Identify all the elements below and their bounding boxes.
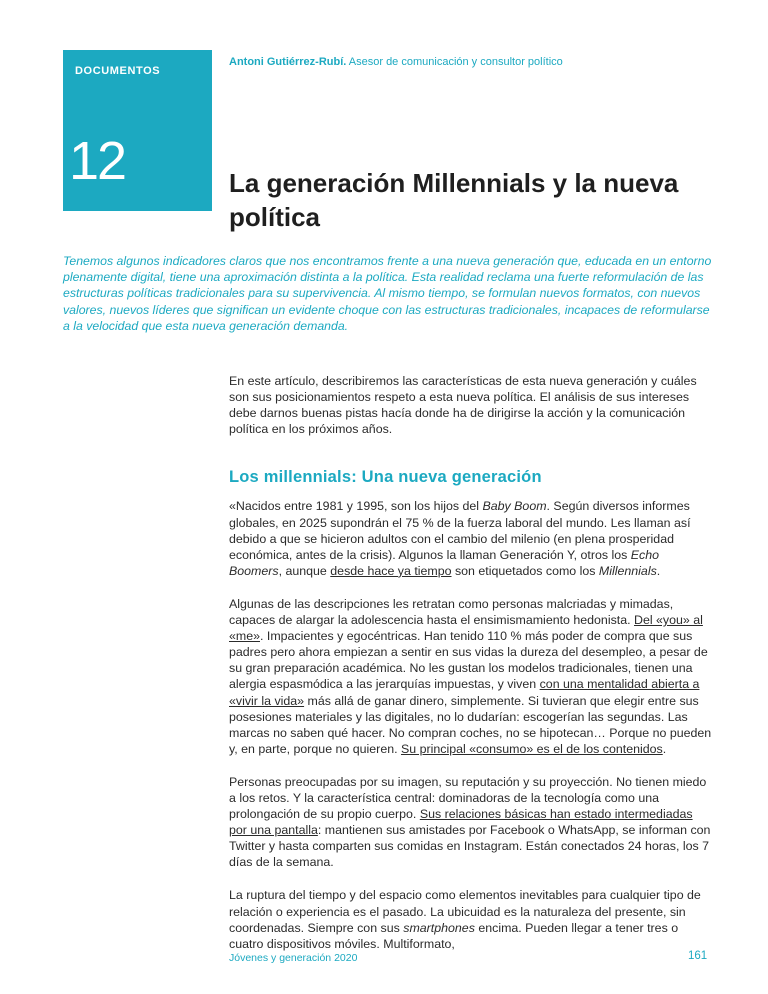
link[interactable]: Del «you» al «me»: [229, 613, 703, 644]
text: .: [662, 741, 667, 756]
section-label: DOCUMENTOS: [75, 65, 161, 77]
text: , aunque: [278, 563, 331, 578]
section-heading: Los millennials: Una nueva generación: [229, 468, 542, 487]
text: son etiquetados como los: [451, 563, 599, 578]
link[interactable]: Su principal «consumo» es el de los contenidos: [400, 741, 663, 756]
paragraph-4: [229, 887, 713, 951]
footer-publication: Jóvenes y generación 2020: [229, 952, 358, 964]
chapter-badge: [63, 50, 212, 211]
paragraph-1: [229, 498, 713, 578]
paragraph-2: [229, 596, 713, 757]
text: encima. Pueden llegar a tener tres o cuatro dispositivos móviles. Multiformato,: [229, 920, 679, 951]
text: . Impacientes y egocéntricas. Han tenido 110 % más poder de compra que sus padres pero ahora empiezan a sentir en sus vidas la dureza del desempleo, a pesar de su gran preparación académica. No les gustan los modelos tradicionales, tienen una alergia espasmódica a las jerarquías impuestas, y viven: [229, 629, 708, 692]
text: La ruptura del tiempo y del espacio como elementos inevitables para cualquier tipo de relación o experiencia es el pasado. La ubicuidad es la naturaleza del presente, sin coordenadas. Siempre con sus: [229, 888, 701, 935]
text: Algunas de las descripciones les retratan como personas malcriadas y mimadas, capaces de alargar la adolescencia hasta el ensimismamiento hedonista.: [229, 596, 674, 628]
text-italic: Millennials: [598, 563, 657, 578]
text-italic: smartphones: [403, 920, 475, 935]
paragraph-3: [229, 774, 713, 871]
chapter-number: 12: [69, 131, 126, 191]
text: Personas preocupadas por su imagen, su reputación y su proyección. No tienen miedo a los retos. Y la característica central: dominadoras de la tecnología como una prolongación de su propio cuerpo.: [229, 774, 707, 822]
text-italic: Baby Boom: [482, 499, 547, 514]
link[interactable]: desde hace ya tiempo: [330, 563, 452, 578]
text: . Según diversos informes globales, en 2025 supondrán el 75 % de la fuerza laboral del mundo. Les llaman así debido a que se hicieron adultos con el cambio del milenio (en plena prosperidad económica, antes de la crisis). Algunos la llaman Generación Y, otros los: [229, 499, 691, 562]
text: más allá de ganar dinero, simplemente. Si tuvieran que elegir entre sus posesiones materiales y las digitales, no lo dudarían: escogerían las segundas. Las marcas no saben qué hacer. No compran coches, no se hipotecan… Porque no pueden y, en parte, porque no quieren.: [229, 693, 712, 756]
text: .: [656, 563, 661, 578]
intro-paragraph: En este artículo, describiremos las características de esta nueva generación y cuáles son sus posicionamientos respeto a esta nueva política. El análisis de sus intereses debe darnos buenas pistas hacía donde ha de dirigirse la acción y la comunicación política en los próximos años.: [229, 374, 697, 437]
link[interactable]: con una mentalidad abierta a «vivir la vida»: [229, 677, 700, 708]
article-body: [229, 373, 713, 969]
author-role: Asesor de comunicación y consultor político: [346, 56, 563, 68]
author-line: [229, 56, 563, 68]
author-name: Antoni Gutiérrez-Rubí.: [229, 56, 347, 68]
text: «Nacidos entre 1981 y 1995, son los hijos del: [229, 499, 483, 514]
article-title: La generación Millennials y la nueva política: [229, 168, 679, 232]
link[interactable]: Sus relaciones básicas han estado intermediadas por una pantalla: [229, 807, 693, 838]
text: : mantienen sus amistades por Facebook o WhatsApp, se informan con Twitter y hasta comparten sus comidas en Instagram. Están conectados 24 horas, los 7 días de la semana.: [229, 823, 711, 870]
page-number: 161: [688, 950, 708, 962]
text-italic: Echo Boomers: [229, 547, 660, 578]
abstract: Tenemos algunos indicadores claros que nos encontramos frente a una nueva generación que, educada en un entorno plenamente digital, tiene una aproximación distinta a la política. Esta realidad reclama una fuerte reformulación de las estructuras políticas tradicionales para su supervivencia. Al mismo tiempo, se formulan nuevos formatos, con nuevos valores, nuevos líderes que significan un evidente choque con las estructuras tradicionales, incapaces de reformularse a la velocidad que esta nueva generación demanda.: [63, 254, 712, 333]
